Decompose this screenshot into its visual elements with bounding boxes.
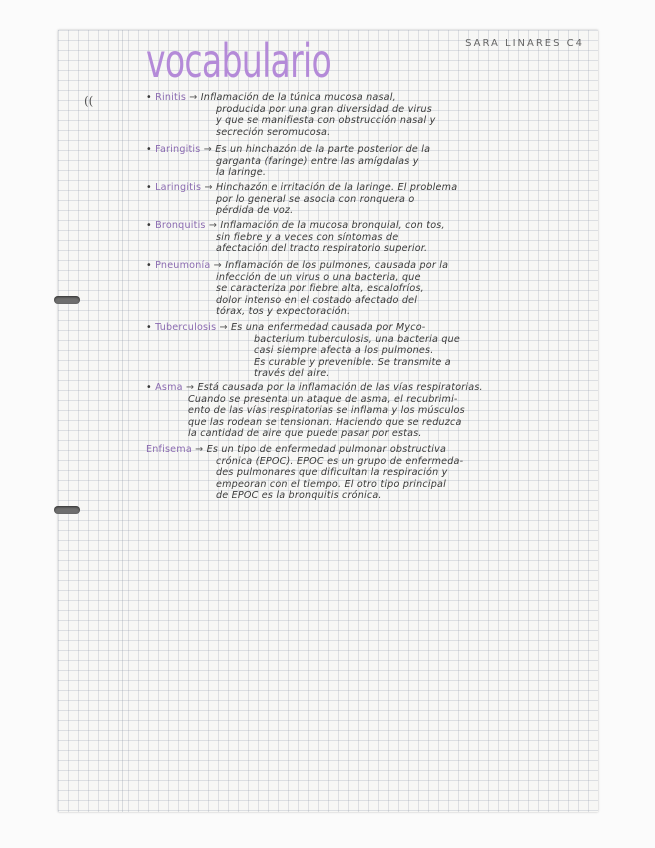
definition-line: se caracteriza por fiebre alta, escalofríos, <box>216 283 424 294</box>
entry-asma: • Asma → Está causada por la inflamación de las vías respiratorias. Cuando se presenta un ataque de asma, el recubrimi- ento de las vías respiratorias se inflama y los músculos que las rodean se tensionan. Haciendo que se reduzca la cantidad de aire que puede pasar por estas. <box>146 382 483 439</box>
definition-line: empeoran con el tiempo. El otro tipo principal <box>216 478 446 490</box>
margin-line <box>122 30 123 812</box>
entry-bronquitis: • Bronquitis → Inflamación de la mucosa bronquial, con tos, sin fiebre y a veces con síntomas de afectación del tracto respiratorio superior. <box>146 220 445 254</box>
definition-line: casi siempre afecta a los pulmones. <box>254 345 434 356</box>
definition-line: ento de las vías respiratorias se inflama y los músculos <box>188 405 465 416</box>
entry-faringitis: • Faringitis → Es un hinchazón de la parte posterior de la garganta (faringe) entre las amígdalas y la laringe. <box>146 144 431 178</box>
definition-line: tórax, tos y expectoración. <box>216 306 351 317</box>
definition-line: secreción seromucosa. <box>216 126 331 138</box>
definition-line: de EPOC es la bronquitis crónica. <box>216 490 382 501</box>
definition-line: Cuando se presenta un ataque de asma, el recubrimi- <box>188 393 458 405</box>
arrow-icon: → <box>205 220 221 231</box>
definition-line: Es curable y prevenible. Se transmite a <box>254 356 451 368</box>
notebook-page <box>58 30 598 812</box>
definition-line: Inflamación de la túnica mucosa nasal, <box>200 92 396 103</box>
entry-pneumonia: • Pneumonía → Inflamación de los pulmones, causada por la infección de un virus o una bacteria, que se caracteriza por fiebre alta, escalofríos, dolor intenso en el costado afectado del tórax, tos y expectoración. <box>146 260 449 317</box>
arrow-icon: → <box>186 92 201 103</box>
arrow-icon: → <box>210 260 226 271</box>
definition-line: Está causada por la inflamación de las vías respiratorias. <box>197 382 483 393</box>
definition-line: garganta (faringe) entre las amígdalas y <box>216 155 419 167</box>
arrow-icon: → <box>182 382 198 393</box>
definition-line: infección de un virus o una bacteria, que <box>216 271 421 283</box>
definition-line: Es un tipo de enfermedad pulmonar obstructiva <box>206 444 447 455</box>
term-label: Asma <box>155 382 183 393</box>
definition-line: bacterium tuberculosis, una bacteria que <box>254 333 461 345</box>
arrow-icon: → <box>201 182 216 193</box>
arrow-icon: → <box>200 144 216 155</box>
term-label: Enfisema <box>146 444 192 455</box>
arrow-icon: → <box>191 444 207 455</box>
definition-line: crónica (EPOC). EPOC es un grupo de enfermeda- <box>216 455 464 467</box>
definition-line: la cantidad de aire que puede pasar por estas. <box>188 428 422 439</box>
definition-line: la laringe. <box>216 167 267 178</box>
definition-line: afectación del tracto respiratorio superior. <box>216 243 428 254</box>
term-label: Rinitis <box>155 92 187 103</box>
definition-line: sin fiebre y a veces con síntomas de <box>216 231 399 243</box>
binder-ring-hole <box>54 296 80 304</box>
definition-line: y que se manifiesta con obstrucción nasal y <box>216 115 436 126</box>
definition-line: Inflamación de los pulmones, causada por la <box>225 260 449 271</box>
author-label: SARA LINARES C4 <box>465 38 584 49</box>
pen-mark: (( <box>84 94 94 108</box>
term-label: Bronquitis <box>155 220 206 231</box>
binder-ring-hole <box>54 506 80 514</box>
definition-line: Es una enfermedad causada por Myco- <box>231 322 426 333</box>
page-title: vocabulario <box>146 34 332 88</box>
definition-line: Hinchazón e irritación de la laringe. El problema <box>215 182 458 193</box>
entry-enfisema <box>146 444 463 502</box>
definition-line: des pulmonares que dificultan la respiración y <box>216 467 448 478</box>
definition-line: por lo general se asocia con ronquera o <box>216 193 415 205</box>
definition-line: través del aire. <box>254 368 330 379</box>
arrow-icon: → <box>216 322 232 333</box>
definition-line: pérdida de voz. <box>216 205 294 216</box>
entry-tuberculosis: • Tuberculosis → Es una enfermedad causada por Myco- bacterium tuberculosis, una bacteria que casi siempre afecta a los pulmones. Es curable y prevenible. Se transmite a través del aire. <box>146 322 461 379</box>
definition-line: dolor intenso en el costado afectado del <box>216 294 418 306</box>
term-label: Pneumonía <box>155 260 211 271</box>
term-label: Faringitis <box>155 144 201 155</box>
definition-line: Es un hinchazón de la parte posterior de la <box>215 144 431 155</box>
definition-line: que las rodean se tensionan. Haciendo que se reduzca <box>188 416 462 428</box>
entry-laringitis: • Laringitis → Hinchazón e irritación de la laringe. El problema por lo general se asocia con ronquera o pérdida de voz. <box>146 182 458 216</box>
entry-rinitis: • Rinitis → Inflamación de la túnica mucosa nasal, producida por una gran diversidad de virus y que se manifiesta con obstrucción nasal y secreción seromucosa. <box>146 92 436 138</box>
term-label: Laringitis <box>155 182 202 193</box>
definition-line: producida por una gran diversidad de virus <box>216 103 432 115</box>
definition-line: Inflamación de la mucosa bronquial, con tos, <box>220 220 445 231</box>
term-label: Tuberculosis <box>155 322 217 333</box>
